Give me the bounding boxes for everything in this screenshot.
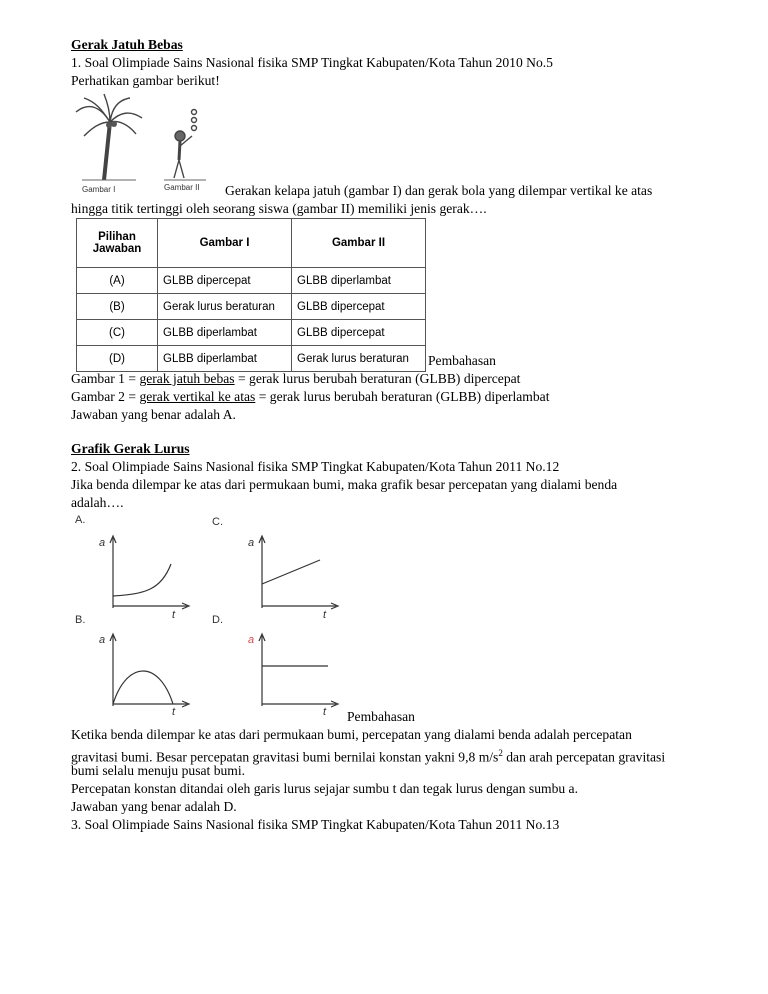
question-2-line1: Jika benda dilempar ke atas dari permukaan bumi, maka grafik besar percepatan yang dialami benda [71,477,618,492]
answer-1: Jawaban yang benar adalah A. [71,407,236,422]
table-cell: GLBB dipercepat [158,268,292,294]
graph-d-x-label: t [323,706,327,718]
graph-a-label: A. [75,514,86,526]
question-1-intro: Perhatikan gambar berikut! [71,73,220,88]
superscript-exponent: 2 [498,748,503,758]
pembahasan-2-label: Pembahasan [347,709,415,724]
question-2-line2: adalah…. [71,495,124,510]
table-row [77,268,426,294]
table-header-cell: Gambar I [158,219,292,268]
graph-a-y-label: a [99,537,106,549]
explanation-underlined-term: gerak vertikal ke atas [139,389,256,404]
table-header-cell: Pilihan Jawaban [77,219,158,268]
graph-b-x-label: t [172,706,176,718]
table-cell: (C) [77,320,158,346]
answer-2: Jawaban yang benar adalah D. [71,799,237,814]
table-row [77,294,426,320]
student-throwing-ball-figure [160,108,210,184]
question-1-text-part2: hingga titik tertinggi oleh seorang siswa (gambar II) memiliki jenis gerak…. [71,201,487,216]
explanation-2-line4: Percepatan konstan ditandai oleh garis lurus sejajar sumbu t dan tegak lurus dengan sumbu a. [71,781,578,796]
graph-b-parabola-curve [105,630,195,710]
explanation-2-line3: bumi selalu menuju pusat bumi. [71,763,246,778]
question-1-text-part1: Gerakan kelapa jatuh (gambar I) dan gerak bola yang dilempar vertikal ke atas [225,183,653,198]
table-cell: GLBB diperlambat [292,268,426,294]
graph-b-label: B. [75,614,86,626]
table-header-row [77,219,426,268]
table-cell: Gerak lurus beraturan [158,294,292,320]
table-row [77,346,426,372]
graph-d-y-label: a [248,634,255,646]
table-header-cell: Gambar II [292,219,426,268]
graph-c-y-label: a [248,537,255,549]
table-cell: Gerak lurus beraturan [292,346,426,372]
graph-c-label: C. [212,516,223,528]
question-2-title: 2. Soal Olimpiade Sains Nasional fisika SMP Tingkat Kabupaten/Kota Tahun 2011 No.12 [71,459,560,474]
table-cell: (B) [77,294,158,320]
table-cell: GLBB diperlambat [158,320,292,346]
explanation-text: gravitasi bumi. Besar percepatan gravitasi bumi bernilai konstan yakni 9,8 m/s [71,749,499,765]
answer-options-table [76,218,426,372]
graph-a-x-label: t [172,609,176,621]
question-1-title: 1. Soal Olimpiade Sains Nasional fisika SMP Tingkat Kabupaten/Kota Tahun 2010 No.5 [71,55,553,70]
explanation-text: = gerak lurus berubah beraturan (GLBB) dipercepat [234,371,521,386]
figure-2-label: Gambar II [164,183,200,192]
table-cell: GLBB diperlambat [158,346,292,372]
graph-d-constant-line [254,630,344,710]
explanation-text: Gambar 2 = [71,389,140,404]
explanation-2-line1: Ketika benda dilempar ke atas dari permukaan bumi, percepatan yang dialami benda adalah percepatan [71,727,632,742]
figure-1-label: Gambar I [82,185,116,194]
table-cell: GLBB dipercepat [292,320,426,346]
explanation-1-line2 [71,388,550,406]
explanation-underlined-term: gerak jatuh bebas [139,371,235,386]
table-cell: (A) [77,268,158,294]
graph-a-increasing-curve [105,532,195,612]
explanation-text: = gerak lurus berubah beraturan (GLBB) diperlambat [255,389,550,404]
explanation-1-line1 [71,370,520,388]
graph-c-x-label: t [323,609,327,621]
section-heading-grafik-gerak-lurus: Grafik Gerak Lurus [71,441,190,456]
table-cell: GLBB dipercepat [292,294,426,320]
table-cell: (D) [77,346,158,372]
explanation-text: Gambar 1 = [71,371,140,386]
table-row [77,320,426,346]
graph-b-y-label: a [99,634,106,646]
pembahasan-1-label: Pembahasan [428,353,496,368]
section-heading-gerak-jatuh-bebas: Gerak Jatuh Bebas [71,37,183,52]
graph-d-label: D. [212,614,223,626]
graph-c-linear-line [254,532,344,612]
palm-tree-figure [74,92,144,184]
explanation-text: dan arah percepatan gravitasi [502,749,666,765]
question-3-title: 3. Soal Olimpiade Sains Nasional fisika SMP Tingkat Kabupaten/Kota Tahun 2011 No.13 [71,817,560,832]
